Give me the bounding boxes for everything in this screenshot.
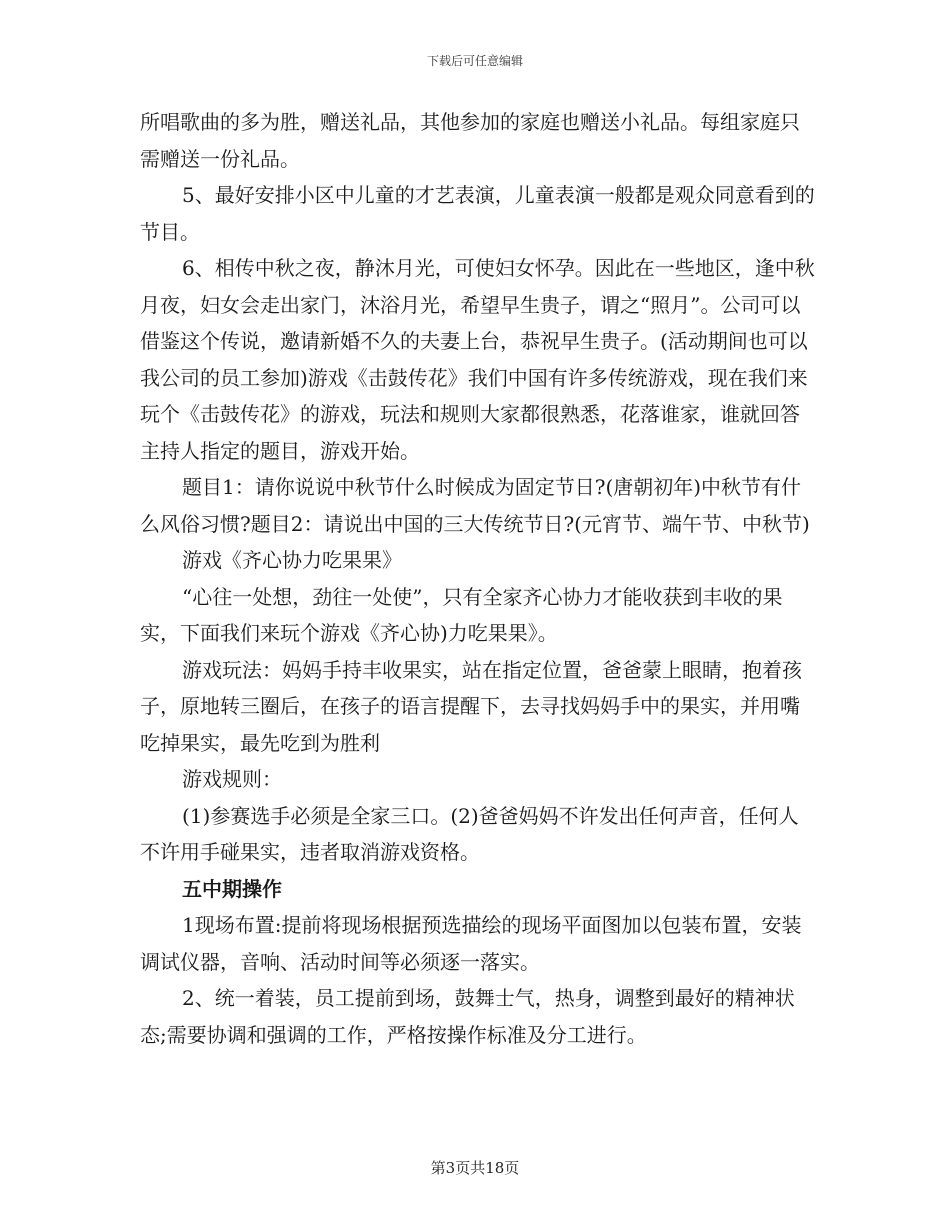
paragraph-game-intro: “心往一处想，劲往一处使”，只有全家齐心协力才能收获到丰收的果实，下面我们来玩个游戏《齐心协)力吃果果》。	[140, 584, 783, 645]
paragraph-game-play: 游戏玩法：妈妈手持丰收果实，站在指定位置，爸爸蒙上眼睛，抱着孩子，原地转三圈后，在孩子的语言提醒下，去寻找妈妈手中的果实，并用嘴吃掉果实，最先吃到为胜利	[140, 657, 802, 755]
paragraph-game-rules: (1)参赛选手必须是全家三口。(2)爸爸妈妈不许发出任何声音，任何人不许用手碰果实，违者取消游戏资格。	[140, 803, 799, 864]
paragraph-continuation: 所唱歌曲的多为胜，赠送礼品，其他参加的家庭也赠送小礼品。每组家庭只需赠送一份礼品。	[140, 110, 800, 171]
page-number: 第3页共18页	[430, 1159, 520, 1177]
paragraph-item-6: 6、相传中秋之夜，静沐月光，可使妇女怀孕。因此在一些地区，逢中秋月夜，妇女会走出家门，沐浴月光，希望早生贵子，谓之“照月”。公司可以借鉴这个传说，邀请新婚不久的夫妻上台，恭祝早生贵子。(活动期间也可以我公司的员工参加)游戏《击鼓传花》我们中国有许多传统游戏，现在我们来玩个《击鼓传花》的游戏，玩法和规则大家都很熟悉，花落谁家，谁就回答主持人指定的题目，游戏开始。	[140, 256, 815, 463]
paragraph-game-title: 游戏《齐心协力吃果果》	[182, 548, 402, 572]
page-header: 下载后可任意编辑	[426, 54, 523, 68]
document-body	[140, 104, 815, 1053]
paragraph-uniform: 2、统一着装，员工提前到场，鼓舞士气，热身，调整到最好的精神状态;需要协调和强调的工作，严格按操作标准及分工进行。	[140, 986, 795, 1047]
paragraph-site-setup: 1现场布置:提前将现场根据预选描绘的现场平面图加以包装布置，安装调试仪器，音响、活动时间等必须逐一落实。	[140, 913, 802, 974]
paragraph-questions: 题目1：请你说说中秋节什么时候成为固定节日?(唐朝初年)中秋节有什么风俗习惯?题目2：请说出中国的三大传统节日?(元宵节、端午节、中秋节)	[140, 475, 810, 536]
paragraph-game-rules-label: 游戏规则：	[182, 767, 282, 791]
paragraph-item-5: 5、最好安排小区中儿童的才艺表演，儿童表演一般都是观众同意看到的节目。	[140, 183, 815, 244]
section-heading: 五中期操作	[182, 876, 282, 901]
